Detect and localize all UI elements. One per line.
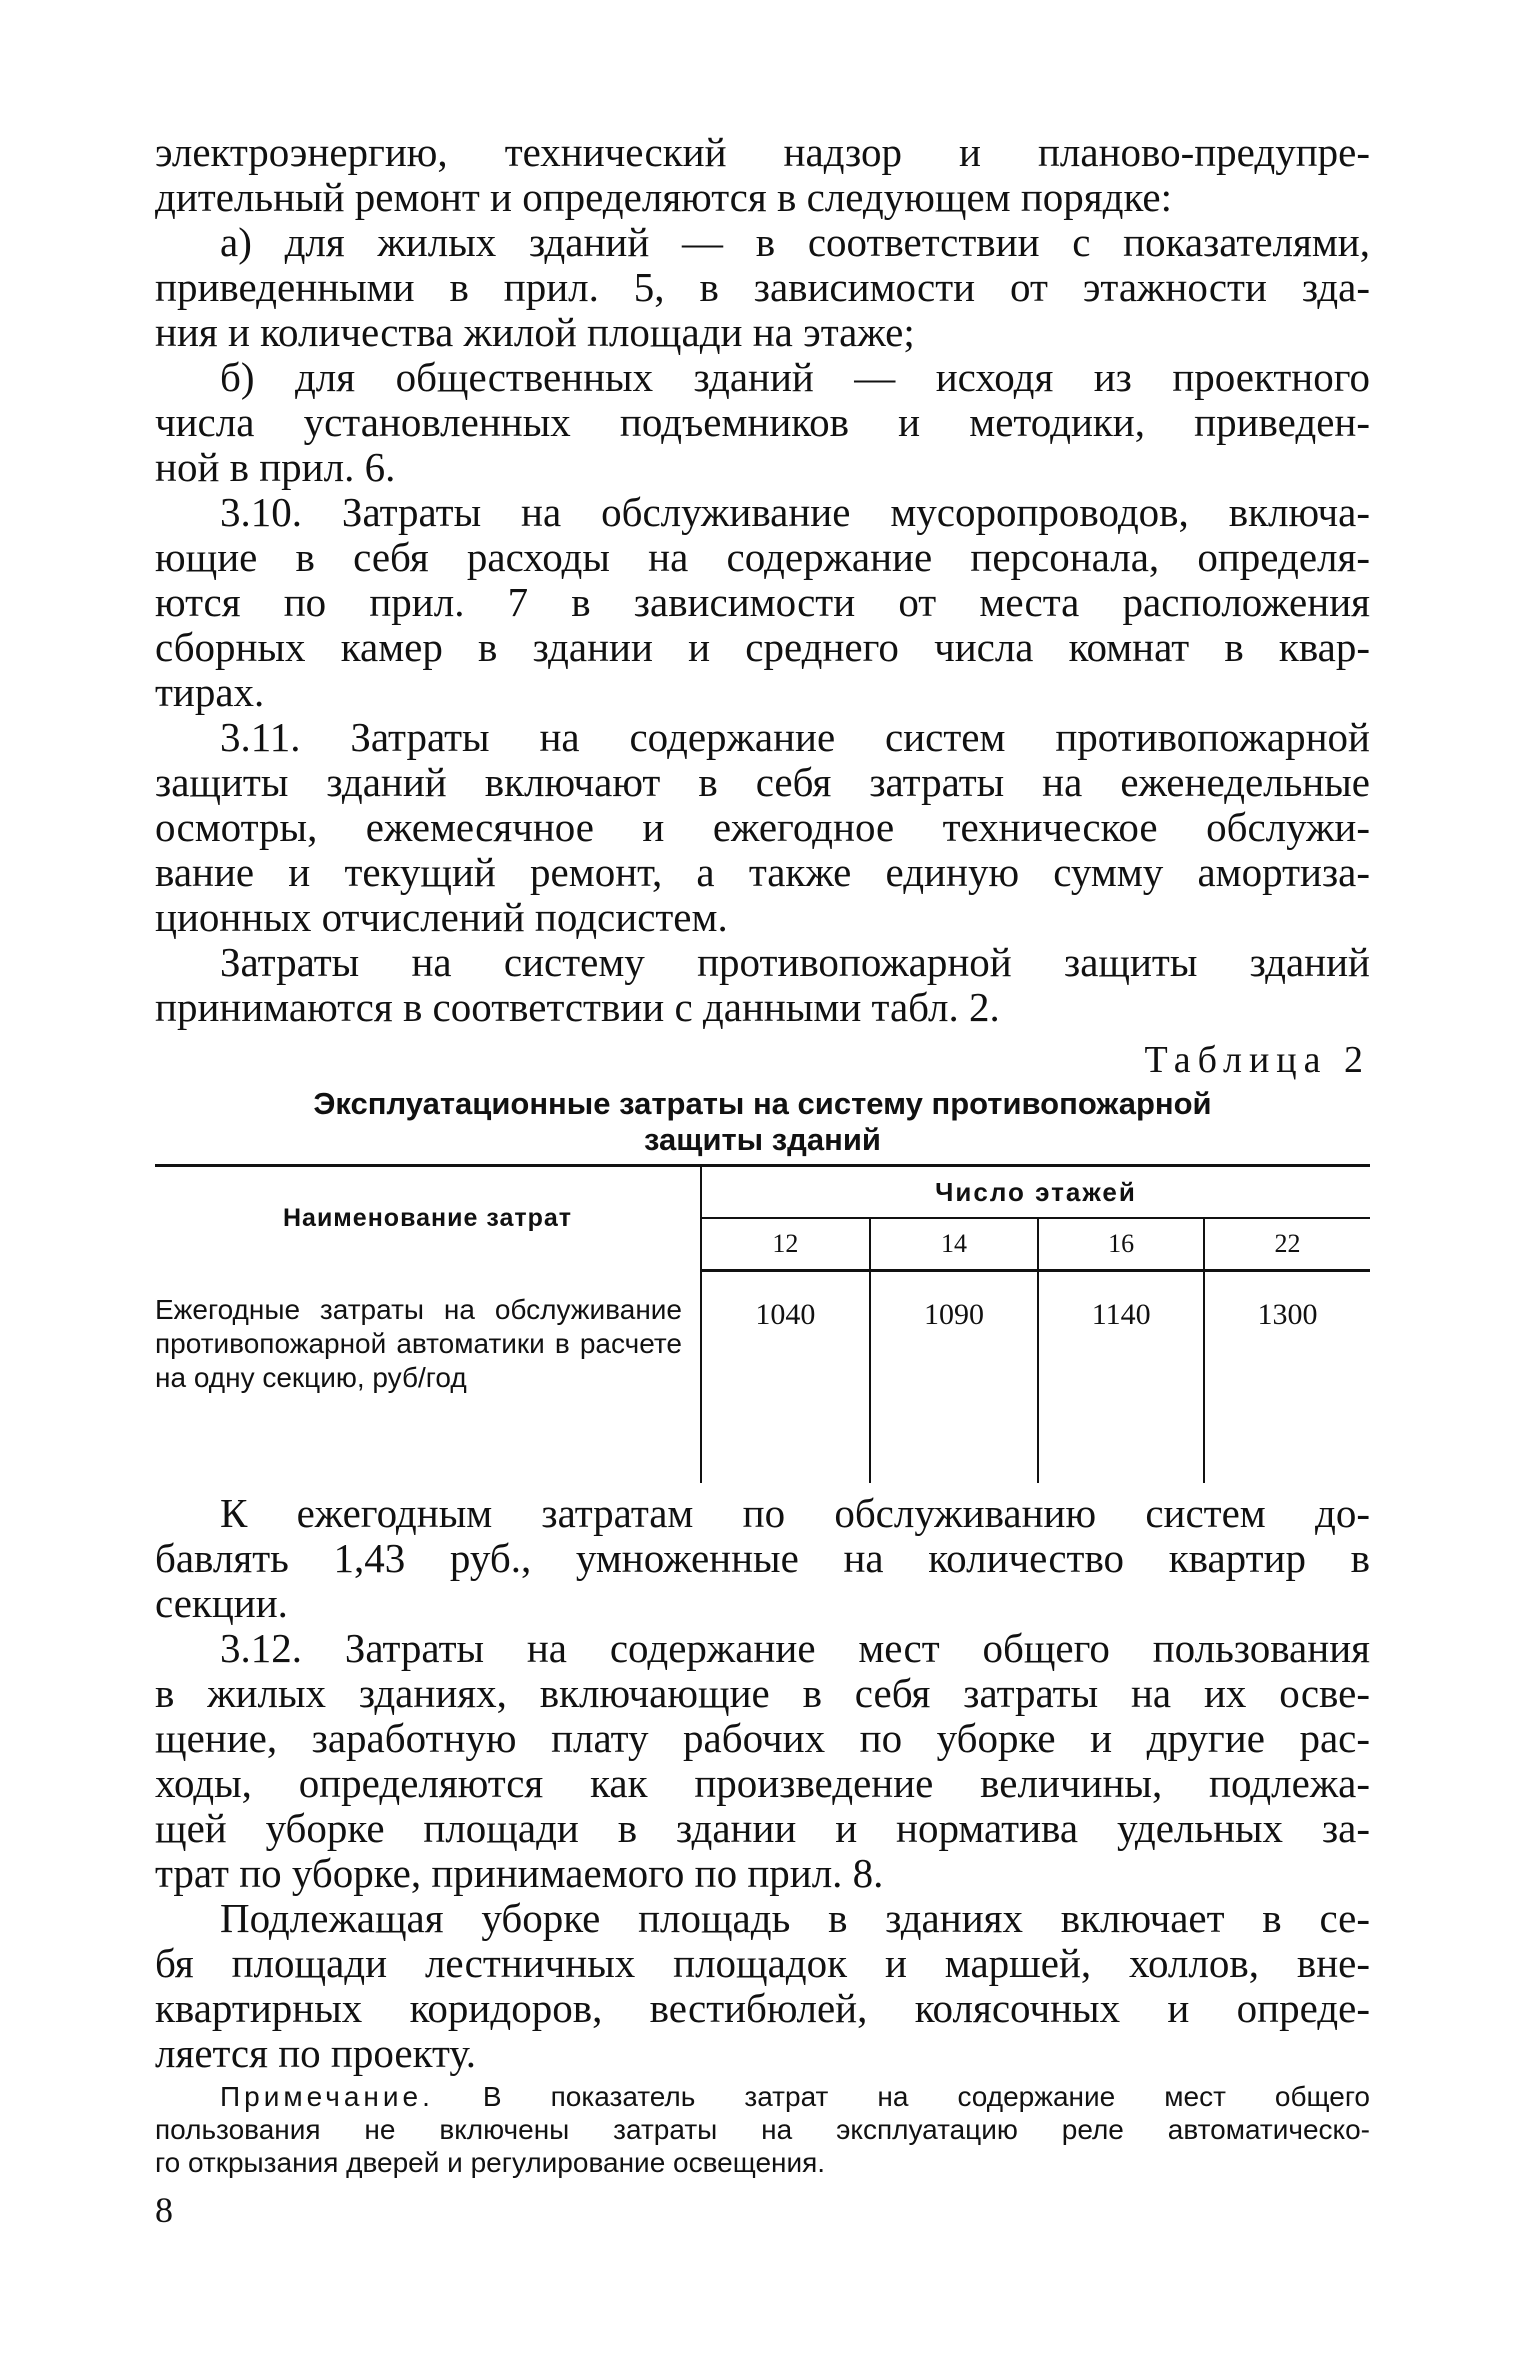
table-title-line: защиты зданий: [644, 1122, 881, 1157]
text-line: ния и количества жилой площади на этаже;: [155, 309, 915, 355]
floor-header: 16: [1038, 1218, 1204, 1271]
row-label: Ежегодные затраты на обслуживание противопожарной автоматики в расчете на одну секцию, руб/год: [155, 1271, 701, 1483]
paragraph-3-11: [155, 715, 1370, 940]
text-line: тирах.: [155, 669, 265, 715]
text-line: 3.12. Затраты на содержание мест общего пользования: [220, 1624, 1370, 1671]
table-title: [155, 1086, 1370, 1158]
table-title-line: Эксплуатационные затраты на систему противопожарной: [313, 1086, 1212, 1121]
floor-header: 22: [1204, 1218, 1370, 1271]
page-number: 8: [155, 2189, 173, 2230]
text-line: принимаются в соответствии с данными табл. 2.: [155, 984, 1000, 1030]
note-text: В показатель затрат на содержание мест общего: [482, 2080, 1371, 2112]
text-line: щей уборке площади в здании и норматива удельных за-: [155, 1804, 1370, 1851]
text-line: ются по прил. 7 в зависимости от места расположения: [155, 579, 1370, 625]
text-line: осмотры, ежемесячное и ежегодное техническое обслужи-: [155, 804, 1370, 850]
cost-value: 1090: [870, 1271, 1039, 1483]
table-number: Таблица 2: [1144, 1039, 1370, 1081]
text-line: 3.11. Затраты на содержание систем противопожарной: [220, 714, 1370, 760]
text-line: ционных отчислений подсистем.: [155, 894, 728, 940]
text-line: бавлять 1,43 руб., умноженные на количество квартир в: [155, 1534, 1370, 1581]
text-line: вание и текущий ремонт, а также единую сумму амортиза-: [155, 849, 1370, 895]
cost-value: 1300: [1257, 1298, 1318, 1331]
text-line: щение, заработную плату рабочих по уборке и другие рас-: [155, 1714, 1370, 1761]
text-line: К ежегодным затратам по обслуживанию систем до-: [220, 1489, 1370, 1536]
text-line: в жилых зданиях, включающие в себя затраты на их осве-: [155, 1669, 1370, 1716]
text-line: 3.10. Затраты на обслуживание мусоропроводов, включа-: [220, 489, 1370, 535]
paragraph-3-12-area: [155, 1896, 1370, 2076]
text-line: а) для жилых зданий — в соответствии с показателями,: [220, 219, 1370, 265]
note-text: го открызания дверей и регулирование освещения.: [155, 2146, 826, 2178]
cost-value: 1140: [1038, 1271, 1204, 1483]
text-line: числа установленных подъемников и методики, приведен-: [155, 399, 1370, 445]
text-line: Затраты на систему противопожарной защиты зданий: [220, 939, 1370, 985]
footnote: [155, 2080, 1370, 2179]
paragraph-3-10: [155, 490, 1370, 715]
note-label: Примечание.: [220, 2080, 434, 2112]
column-header-name: Наименование затрат: [155, 1166, 701, 1271]
text-line: секции.: [155, 1579, 288, 1626]
column-group-header: Число этажей: [701, 1166, 1370, 1219]
costs-table: [155, 1164, 1370, 1483]
text-line: сборных камер в здании и среднего числа комнат в квар-: [155, 624, 1370, 670]
text-line: трат по уборке, принимаемого по прил. 8.: [155, 1849, 884, 1896]
text-line: бя площади лестничных площадок и маршей, холлов, вне-: [155, 1939, 1370, 1986]
text-line: б) для общественных зданий — исходя из проектного: [220, 354, 1370, 400]
text-line: дительный ремонт и определяются в следующем порядке:: [155, 174, 1173, 220]
paragraph-after-table: [155, 1491, 1370, 1626]
text-line: квартирных коридоров, вестибюлей, колясочных и опреде-: [155, 1984, 1370, 2031]
note-text: пользования не включены затраты на эксплуатацию реле автоматическо-: [155, 2113, 1370, 2145]
text-line: приведенными в прил. 5, в зависимости от этажности зда-: [155, 264, 1370, 310]
paragraph-intro: [155, 130, 1370, 220]
text-line: Подлежащая уборке площадь в зданиях включает в се-: [220, 1894, 1370, 1941]
paragraph-a: [155, 220, 1370, 355]
cost-value: 1040: [701, 1271, 870, 1483]
text-line: защиты зданий включают в себя затраты на еженедельные: [155, 759, 1370, 805]
paragraph-b: [155, 355, 1370, 490]
floor-header: 12: [701, 1218, 870, 1271]
text-line: ходы, определяются как произведение величины, подлежа-: [155, 1759, 1370, 1806]
floor-header: 14: [870, 1218, 1039, 1271]
text-line: ляется по проекту.: [155, 2029, 476, 2076]
table-row: [155, 1271, 1370, 1483]
text-line: ющие в себя расходы на содержание персонала, определя-: [155, 534, 1370, 580]
text-line: электроэнергию, технический надзор и планово-предупре-: [155, 129, 1370, 175]
document-page: [155, 130, 1370, 2231]
paragraph-3-11-table-ref: [155, 940, 1370, 1030]
paragraph-3-12: [155, 1626, 1370, 1896]
text-line: ной в прил. 6.: [155, 444, 396, 490]
